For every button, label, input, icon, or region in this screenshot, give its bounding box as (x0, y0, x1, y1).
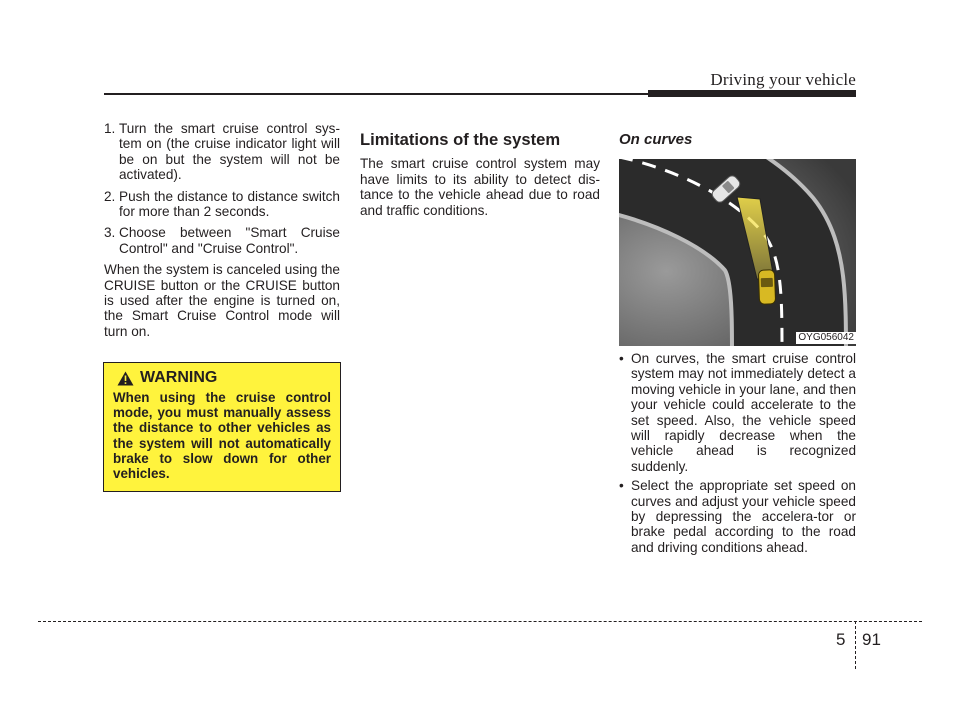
step-number: 3. (104, 225, 116, 241)
page-header-title: Driving your vehicle (710, 70, 856, 89)
list-item (619, 351, 856, 474)
warning-box (103, 362, 341, 492)
middle-column (360, 132, 600, 218)
step-text: Choose between "Smart Cruise Control" and "Cruise Control". (119, 225, 340, 256)
curve-bullets (619, 351, 856, 559)
step-item (104, 225, 340, 256)
curve-illustration (619, 159, 856, 346)
right-column (619, 132, 856, 147)
step-text: Turn the smart cruise control sys-tem on (the cruise indicator light will be on but the system will not be activated). (119, 121, 340, 183)
bullet-dot: • (619, 351, 624, 366)
figure-code-label: OYG056042 (798, 332, 854, 343)
warning-header (117, 369, 331, 387)
step-number: 2. (104, 188, 116, 204)
step-number: 1. (104, 121, 116, 136)
page-number: 91 (862, 630, 881, 649)
limitations-paragraph: The smart cruise control system may have limits to its ability to detect dis-tance to the vehicle ahead due to road and traffic conditions. (360, 156, 600, 218)
warning-title: WARNING (140, 369, 218, 386)
cancel-paragraph: When the system is canceled using the CRUISE button or the CRUISE button is used after the engine is turned on, the Smart Cruise Control mode will turn on. (104, 262, 340, 339)
step-text: Push the distance to distance switch for more than 2 seconds. (119, 188, 340, 220)
list-item (619, 478, 856, 555)
warning-text: When using the cruise control mode, you must manually assess the distance to other vehicles as the system will not automatically brake to slow down for other vehicles. (113, 390, 331, 482)
curve-road-image (619, 159, 856, 346)
footer-rule (38, 621, 922, 622)
subsection-title: On curves (619, 131, 693, 148)
step-item (104, 121, 340, 183)
bullet-text: On curves, the smart cruise control system may not immediately detect a moving vehicle in your lane, and then your vehicle could accelerate to the set speed. Also, the vehicle speed will rapidly decrease when the vehicle ahead is recognized suddenly. (631, 351, 856, 474)
chapter-number: 5 (836, 630, 846, 649)
bullet-text: Select the appropriate set speed on curves and adjust your vehicle speed by depressing the accelera-tor or brake pedal according to the road and driving conditions ahead. (631, 478, 856, 555)
header-rule-accent (648, 90, 856, 97)
bullet-dot: • (619, 478, 624, 494)
step-item (104, 189, 340, 220)
warning-triangle-icon (117, 371, 134, 386)
left-column (104, 121, 340, 339)
footer-divider (855, 621, 856, 669)
section-title: Limitations of the system (360, 130, 561, 149)
